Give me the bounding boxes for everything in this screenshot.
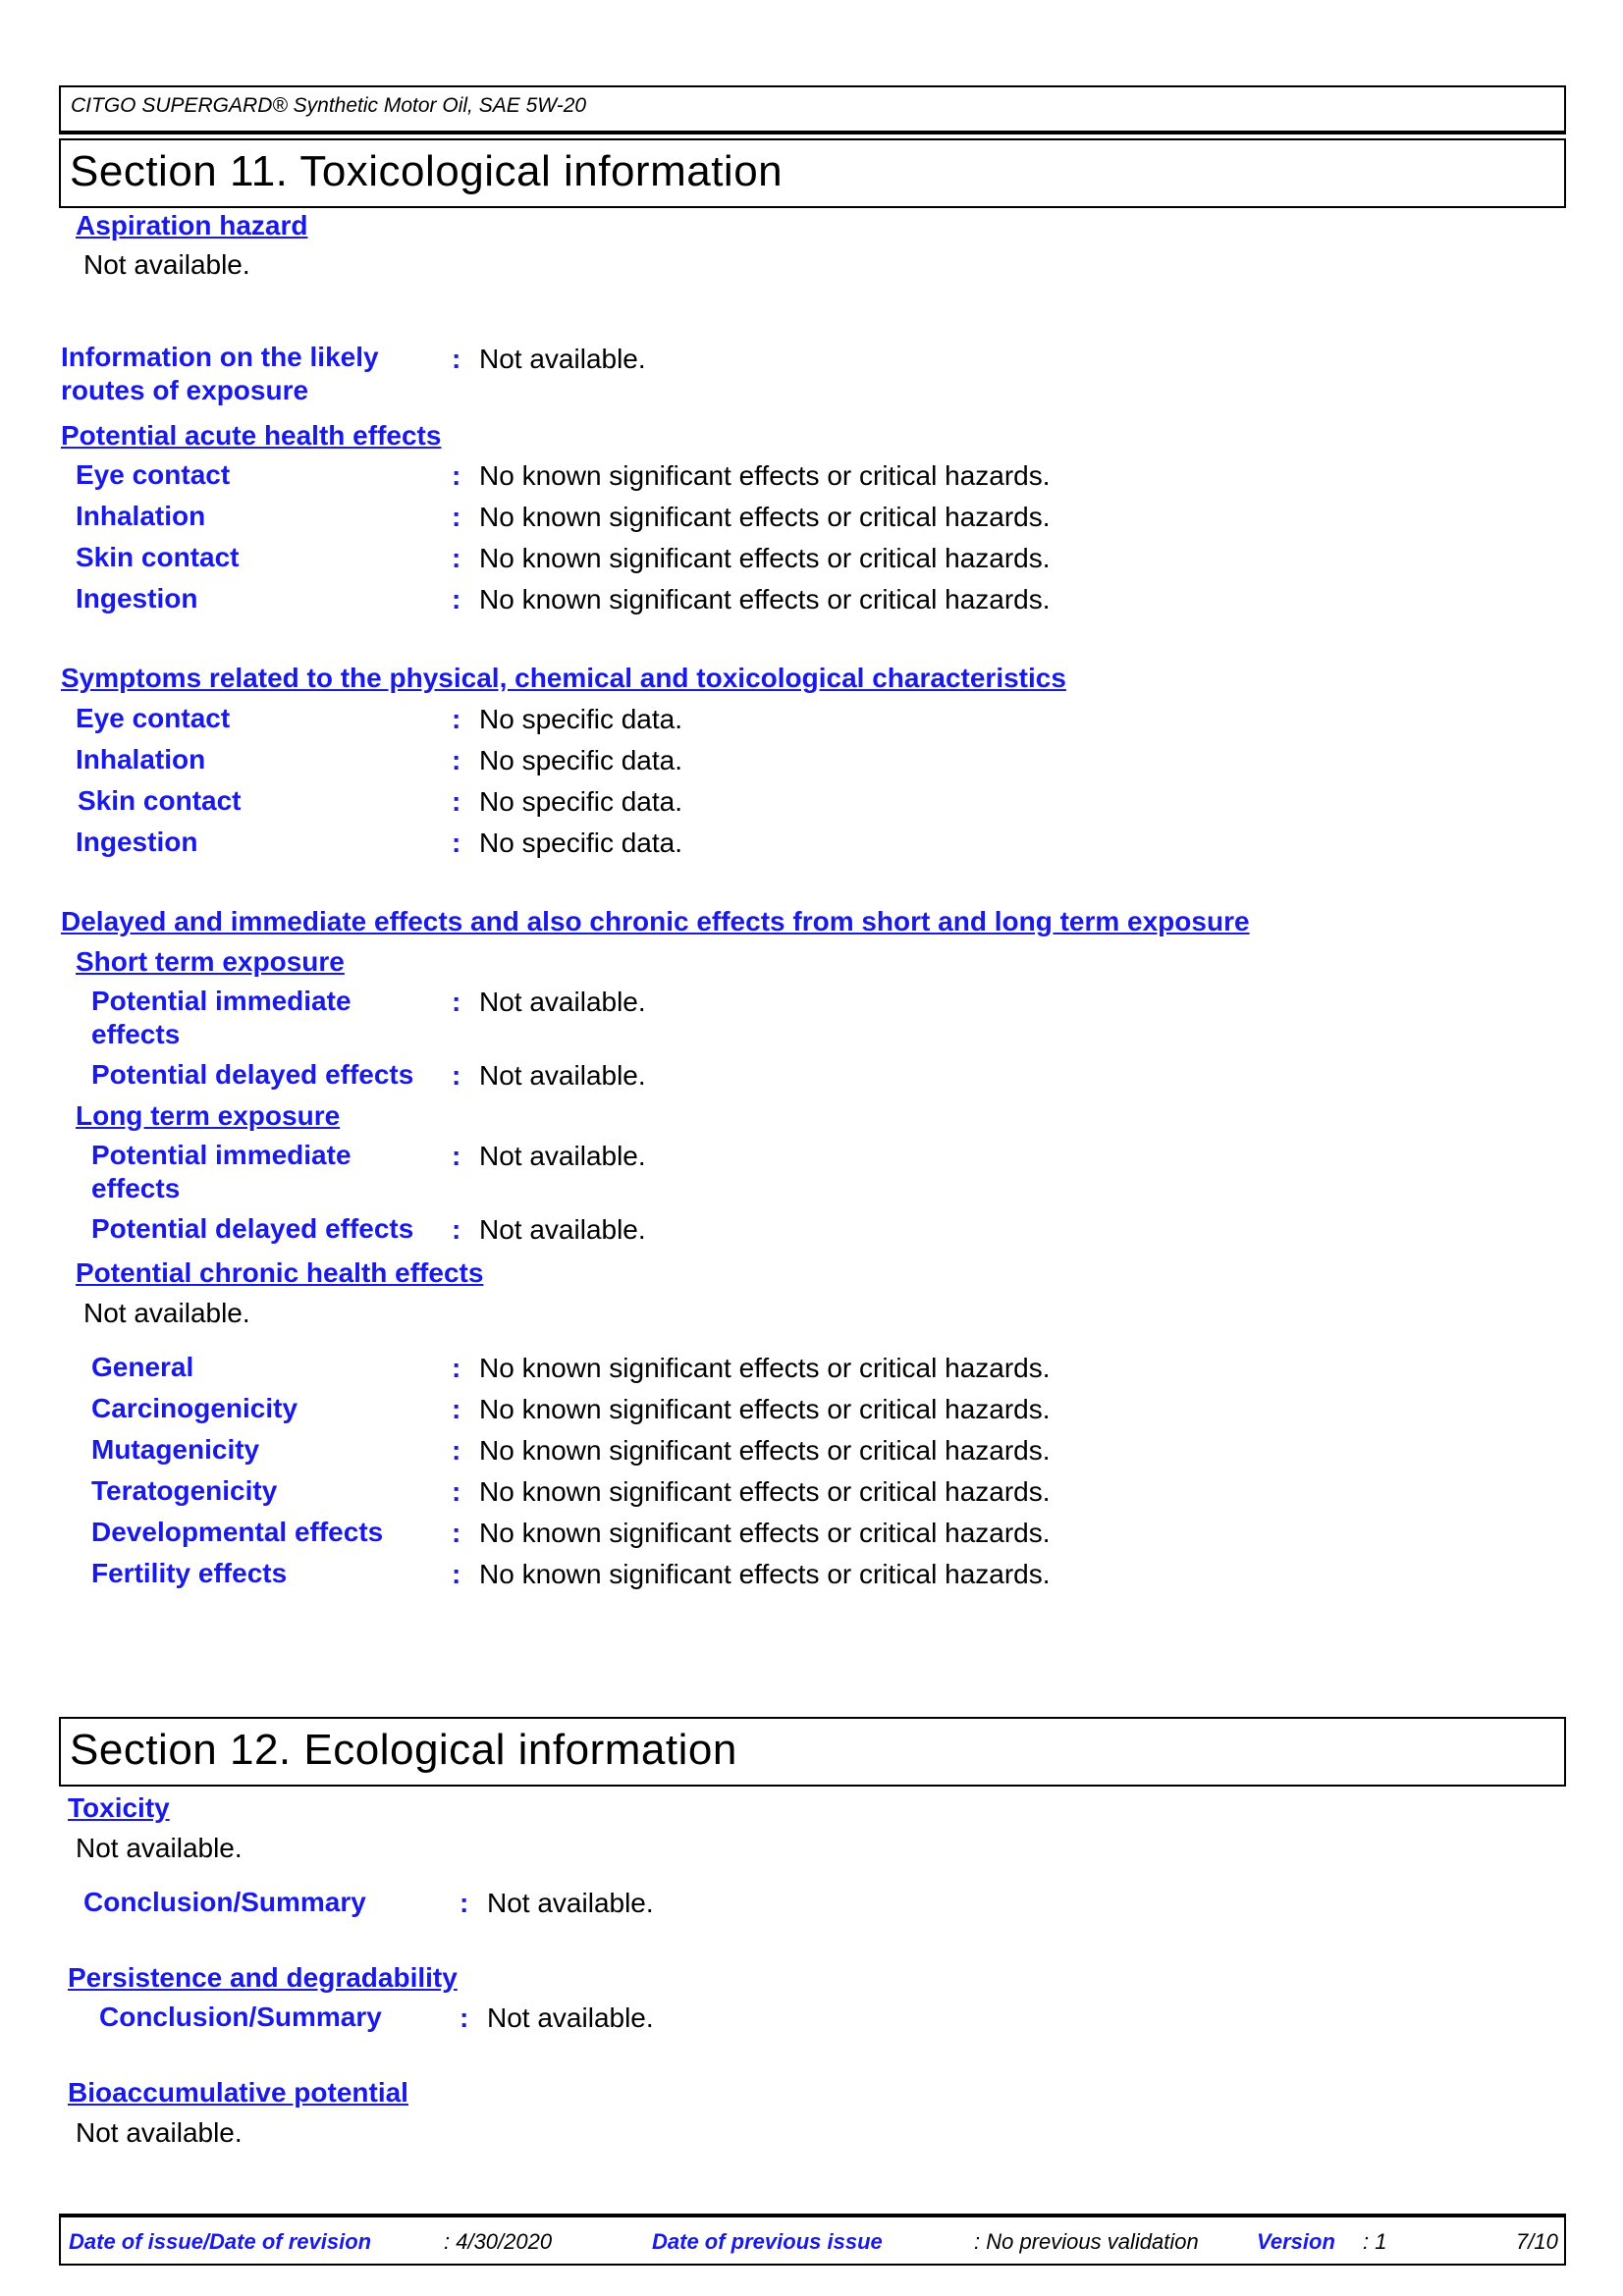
colon: : <box>452 1214 461 1245</box>
general-value: No known significant effects or critical hazards. <box>479 1353 1051 1383</box>
colon: : <box>452 1435 461 1466</box>
symptoms-heading: Symptoms related to the physical, chemical and toxicological characteristics <box>61 663 1066 693</box>
acute-skin-contact-value: No known significant effects or critical hazards. <box>479 543 1051 573</box>
short-immediate-effects-label: Potential immediate effects <box>91 986 352 1049</box>
symptoms-eye-contact-value: No specific data. <box>479 704 682 734</box>
symptoms-skin-contact-value: No specific data. <box>479 786 682 817</box>
aspiration-hazard-heading: Aspiration hazard <box>76 210 308 240</box>
colon: : <box>452 786 461 817</box>
colon: : <box>452 828 461 858</box>
section-12-header <box>59 1717 1566 1787</box>
persistence-heading: Persistence and degradability <box>68 1962 458 1993</box>
persistence-conclusion-value: Not available. <box>487 2002 654 2033</box>
colon: : <box>452 460 461 491</box>
issue-date-label: Date of issue/Date of revision <box>69 2229 372 2254</box>
short-term-exposure-heading: Short term exposure <box>76 946 345 977</box>
colon: : <box>452 584 461 614</box>
previous-issue-value: : No previous validation <box>974 2229 1199 2254</box>
long-immediate-effects-label: Potential immediate effects <box>91 1140 352 1203</box>
colon: : <box>452 1476 461 1507</box>
issue-date-value: : 4/30/2020 <box>444 2229 553 2254</box>
short-delayed-effects-value: Not available. <box>479 1060 646 1091</box>
routes-of-exposure-value: Not available. <box>479 344 646 374</box>
acute-eye-contact-label: Eye contact <box>76 459 231 490</box>
product-name: CITGO SUPERGARD® Synthetic Motor Oil, SAE 5W-20 <box>71 94 587 117</box>
section-11-header <box>59 138 1566 208</box>
bioaccumulative-value: Not available. <box>76 2117 243 2148</box>
page-footer <box>59 2214 1566 2266</box>
symptoms-ingestion-value: No specific data. <box>479 828 682 858</box>
version-value: : 1 <box>1363 2229 1387 2254</box>
symptoms-inhalation-value: No specific data. <box>479 745 682 775</box>
acute-health-effects-heading: Potential acute health effects <box>61 420 442 451</box>
section-12-title: Section 12. Ecological information <box>70 1726 737 1774</box>
fertility-effects-label: Fertility effects <box>91 1558 288 1588</box>
chronic-health-effects-value: Not available. <box>83 1298 250 1328</box>
persistence-conclusion-label: Conclusion/Summary <box>99 2002 382 2032</box>
colon: : <box>452 1060 461 1091</box>
colon: : <box>452 344 461 374</box>
acute-ingestion-label: Ingestion <box>76 583 198 614</box>
toxicity-value: Not available. <box>76 1833 243 1863</box>
fertility-effects-value: No known significant effects or critical hazards. <box>479 1559 1051 1589</box>
symptoms-eye-contact-label: Eye contact <box>76 703 231 733</box>
aspiration-hazard-value: Not available. <box>83 249 250 280</box>
long-delayed-effects-value: Not available. <box>479 1214 646 1245</box>
toxicity-heading: Toxicity <box>68 1792 170 1823</box>
colon: : <box>460 2002 469 2033</box>
developmental-effects-value: No known significant effects or critical hazards. <box>479 1518 1051 1548</box>
short-delayed-effects-label: Potential delayed effects <box>91 1059 414 1090</box>
symptoms-skin-contact-label: Skin contact <box>78 785 242 816</box>
delayed-effects-heading: Delayed and immediate effects and also chronic effects from short and long term exposure <box>61 906 1250 936</box>
carcinogenicity-label: Carcinogenicity <box>91 1393 298 1423</box>
colon: : <box>452 1518 461 1548</box>
toxicity-conclusion-value: Not available. <box>487 1888 654 1918</box>
long-delayed-effects-label: Potential delayed effects <box>91 1213 414 1244</box>
symptoms-inhalation-label: Inhalation <box>76 744 206 774</box>
toxicity-conclusion-label: Conclusion/Summary <box>83 1887 366 1917</box>
acute-inhalation-value: No known significant effects or critical hazards. <box>479 502 1051 532</box>
section-11-title: Section 11. Toxicological information <box>70 147 784 195</box>
colon: : <box>452 1559 461 1589</box>
colon: : <box>452 1394 461 1424</box>
colon: : <box>452 1141 461 1171</box>
symptoms-ingestion-label: Ingestion <box>76 827 198 857</box>
version-label: Version <box>1257 2229 1335 2254</box>
previous-issue-label: Date of previous issue <box>652 2229 883 2254</box>
mutagenicity-value: No known significant effects or critical hazards. <box>479 1435 1051 1466</box>
mutagenicity-label: Mutagenicity <box>91 1434 260 1465</box>
long-immediate-effects-value: Not available. <box>479 1141 646 1171</box>
colon: : <box>452 987 461 1017</box>
acute-inhalation-label: Inhalation <box>76 501 206 531</box>
short-immediate-effects-value: Not available. <box>479 987 646 1017</box>
colon: : <box>452 1353 461 1383</box>
page-number: 7/10 <box>1516 2229 1558 2254</box>
acute-ingestion-value: No known significant effects or critical hazards. <box>479 584 1051 614</box>
long-term-exposure-heading: Long term exposure <box>76 1100 341 1131</box>
colon: : <box>452 704 461 734</box>
colon: : <box>460 1888 469 1918</box>
colon: : <box>452 745 461 775</box>
routes-of-exposure-label: Information on the likely routes of exposure <box>61 342 379 405</box>
teratogenicity-value: No known significant effects or critical hazards. <box>479 1476 1051 1507</box>
chronic-health-effects-heading: Potential chronic health effects <box>76 1257 484 1288</box>
bioaccumulative-heading: Bioaccumulative potential <box>68 2077 408 2108</box>
product-header <box>59 85 1566 134</box>
developmental-effects-label: Developmental effects <box>91 1517 384 1547</box>
acute-skin-contact-label: Skin contact <box>76 542 240 572</box>
colon: : <box>452 502 461 532</box>
teratogenicity-label: Teratogenicity <box>91 1475 278 1506</box>
colon: : <box>452 543 461 573</box>
general-label: General <box>91 1352 194 1382</box>
carcinogenicity-value: No known significant effects or critical hazards. <box>479 1394 1051 1424</box>
acute-eye-contact-value: No known significant effects or critical hazards. <box>479 460 1051 491</box>
